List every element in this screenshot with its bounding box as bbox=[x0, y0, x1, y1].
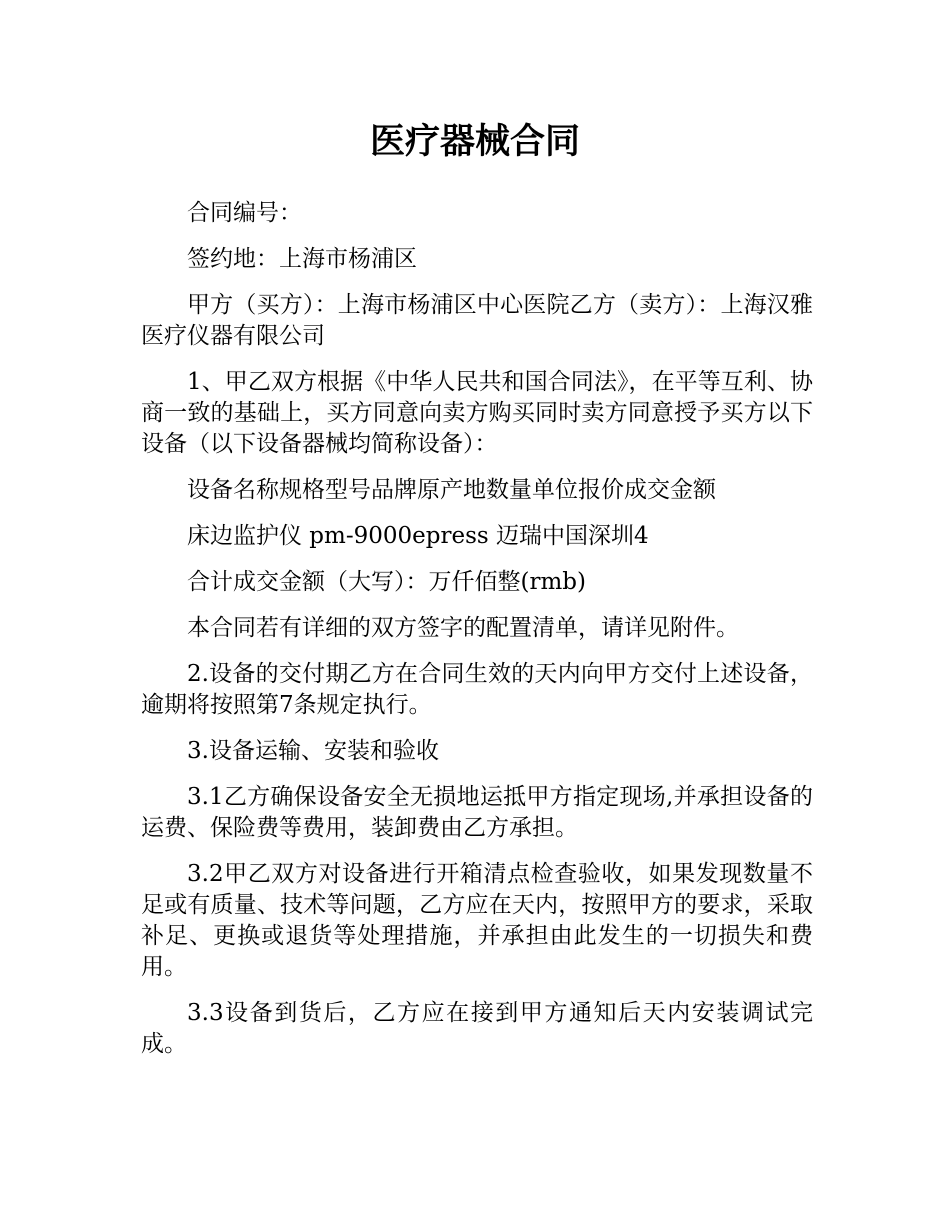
equipment-header-line: 设备名称规格型号品牌原产地数量单位报价成交金额 bbox=[187, 477, 716, 503]
contract-number-line: 合同编号： bbox=[187, 200, 302, 226]
clause-2-paragraph: 2.设备的交付期乙方在合同生效的天内向甲方交付上述设备，逾期将按照第7条规定执行。 bbox=[141, 661, 813, 718]
total-amount-line: 合计成交金额（大写）：万仟佰整(rmb) bbox=[187, 569, 586, 595]
signing-place-line: 签约地：上海市杨浦区 bbox=[187, 246, 417, 272]
attachment-note-paragraph: 本合同若有详细的双方签字的配置清单，请详见附件。 bbox=[187, 615, 739, 641]
clause-3-1-paragraph: 3.1乙方确保设备安全无损地运抵甲方指定现场,并承担设备的运费、保险费等费用，装卸费由乙方承担。 bbox=[141, 784, 813, 841]
clause-1-paragraph: 1、甲乙双方根据《中华人民共和国合同法》，在平等互利、协商一致的基础上，买方同意向卖方购买同时卖方同意授予买方以下设备（以下设备器械均简称设备）： bbox=[141, 369, 813, 457]
document-title: 医疗器械合同 bbox=[369, 122, 580, 162]
document-body bbox=[141, 198, 813, 1075]
clause-3-2-paragraph: 3.2甲乙双方对设备进行开箱清点检查验收，如果发现数量不足或有质量、技术等问题，乙方应在天内，按照甲方的要求，采取补足、更换或退货等处理措施，并承担由此发生的一切损失和费用。 bbox=[141, 861, 813, 980]
equipment-item-line: 床边监护仪 pm-9000epress 迈瑞中国深圳4 bbox=[187, 523, 649, 549]
parties-paragraph: 甲方（买方）：上海市杨浦区中心医院乙方（卖方）：上海汉雅医疗仪器有限公司 bbox=[141, 292, 813, 349]
clause-3-heading: 3.设备运输、安装和验收 bbox=[187, 738, 439, 764]
clause-3-3-paragraph: 3.3设备到货后，乙方应在接到甲方通知后天内安装调试完成。 bbox=[141, 1000, 813, 1057]
